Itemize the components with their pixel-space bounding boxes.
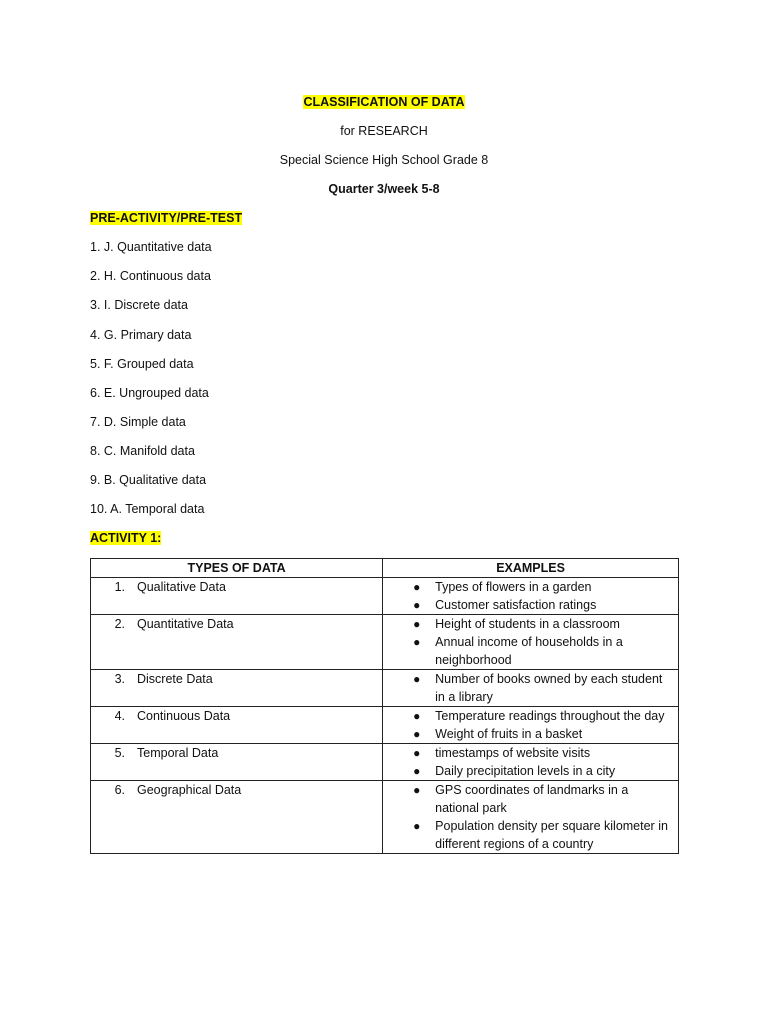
data-type-label: Geographical Data (137, 783, 242, 797)
data-type-label: Temporal Data (137, 746, 219, 760)
bullet-icon: ● (413, 672, 421, 686)
data-type-label: Discrete Data (137, 672, 213, 686)
bullet-icon: ● (413, 764, 421, 778)
title-line (0, 94, 768, 110)
example-text: Height of students in a classroom (435, 617, 620, 631)
list-item (389, 762, 672, 780)
quarter-line: Quarter 3/week 5-8 (328, 182, 440, 196)
pretest-item: 8. C. Manifold data (90, 444, 195, 458)
row-number: 1. (114, 580, 125, 594)
list-item (389, 707, 672, 725)
document-subtitle: for RESEARCH (340, 124, 428, 138)
list-item (389, 596, 672, 614)
bullet-icon: ● (413, 709, 421, 723)
data-types-table (90, 558, 679, 854)
example-text: Customer satisfaction ratings (435, 598, 597, 612)
list-item (389, 578, 672, 596)
type-cell (91, 707, 383, 744)
examples-cell (383, 781, 679, 854)
type-cell (91, 781, 383, 854)
table-row (91, 670, 679, 707)
row-number: 3. (114, 672, 125, 686)
bullet-icon: ● (413, 635, 421, 649)
examples-cell (383, 744, 679, 781)
examples-cell (383, 707, 679, 744)
bullet-icon: ● (413, 746, 421, 760)
table-header-row (91, 559, 679, 578)
column-header-types: TYPES OF DATA (91, 559, 383, 578)
examples-list (389, 670, 672, 706)
column-header-examples: EXAMPLES (383, 559, 679, 578)
example-text: Number of books owned by each student in a library (435, 672, 663, 704)
list-item (389, 817, 672, 853)
list-item (389, 615, 672, 633)
document-title: CLASSIFICATION OF DATA (303, 95, 465, 109)
bullet-icon: ● (413, 783, 421, 797)
example-text: Types of flowers in a garden (435, 580, 592, 594)
pretest-item: 6. E. Ungrouped data (90, 386, 209, 400)
pretest-item: 1. J. Quantitative data (90, 240, 212, 254)
pretest-item: 5. F. Grouped data (90, 357, 194, 371)
school-line: Special Science High School Grade 8 (279, 153, 489, 167)
examples-list (389, 744, 672, 780)
type-cell (91, 744, 383, 781)
table-row (91, 615, 679, 670)
list-item (389, 744, 672, 762)
examples-cell (383, 615, 679, 670)
table-row (91, 578, 679, 615)
activity1-heading: ACTIVITY 1: (90, 531, 162, 545)
data-type-label: Quantitative Data (137, 617, 234, 631)
list-item (389, 781, 672, 817)
example-text: Population density per square kilometer in different regions of a country (435, 819, 668, 851)
examples-cell (383, 578, 679, 615)
bullet-icon: ● (413, 617, 421, 631)
example-text: timestamps of website visits (435, 746, 591, 760)
type-cell (91, 670, 383, 707)
pretest-item: 9. B. Qualitative data (90, 473, 207, 487)
pretest-item: 2. H. Continuous data (90, 269, 211, 283)
bullet-icon: ● (413, 580, 421, 594)
row-number: 5. (114, 746, 125, 760)
examples-cell (383, 670, 679, 707)
data-type-label: Continuous Data (137, 709, 231, 723)
example-text: Weight of fruits in a basket (435, 727, 583, 741)
row-number: 6. (114, 783, 125, 797)
pretest-heading-line (90, 210, 242, 226)
examples-list (389, 781, 672, 853)
activity1-heading-line (90, 530, 161, 546)
example-text: GPS coordinates of landmarks in a national park (435, 783, 629, 815)
row-number: 4. (114, 709, 125, 723)
table-row (91, 744, 679, 781)
list-item (389, 633, 672, 669)
pretest-heading: PRE-ACTIVITY/PRE-TEST (90, 211, 243, 225)
bullet-icon: ● (413, 727, 421, 741)
row-number: 2. (114, 617, 125, 631)
example-text: Temperature readings throughout the day (435, 709, 665, 723)
pretest-item: 3. I. Discrete data (90, 298, 188, 312)
examples-list (389, 707, 672, 743)
bullet-icon: ● (413, 819, 421, 833)
example-text: Annual income of households in a neighborhood (435, 635, 623, 667)
data-type-label: Qualitative Data (137, 580, 226, 594)
pretest-item: 10. A. Temporal data (90, 502, 205, 516)
bullet-icon: ● (413, 598, 421, 612)
examples-list (389, 615, 672, 669)
pretest-item: 7. D. Simple data (90, 415, 186, 429)
type-cell (91, 578, 383, 615)
list-item (389, 725, 672, 743)
examples-list (389, 578, 672, 614)
example-text: Daily precipitation levels in a city (435, 764, 616, 778)
pretest-item: 4. G. Primary data (90, 328, 192, 342)
list-item (389, 670, 672, 706)
type-cell (91, 615, 383, 670)
table-row (91, 707, 679, 744)
table-row (91, 781, 679, 854)
